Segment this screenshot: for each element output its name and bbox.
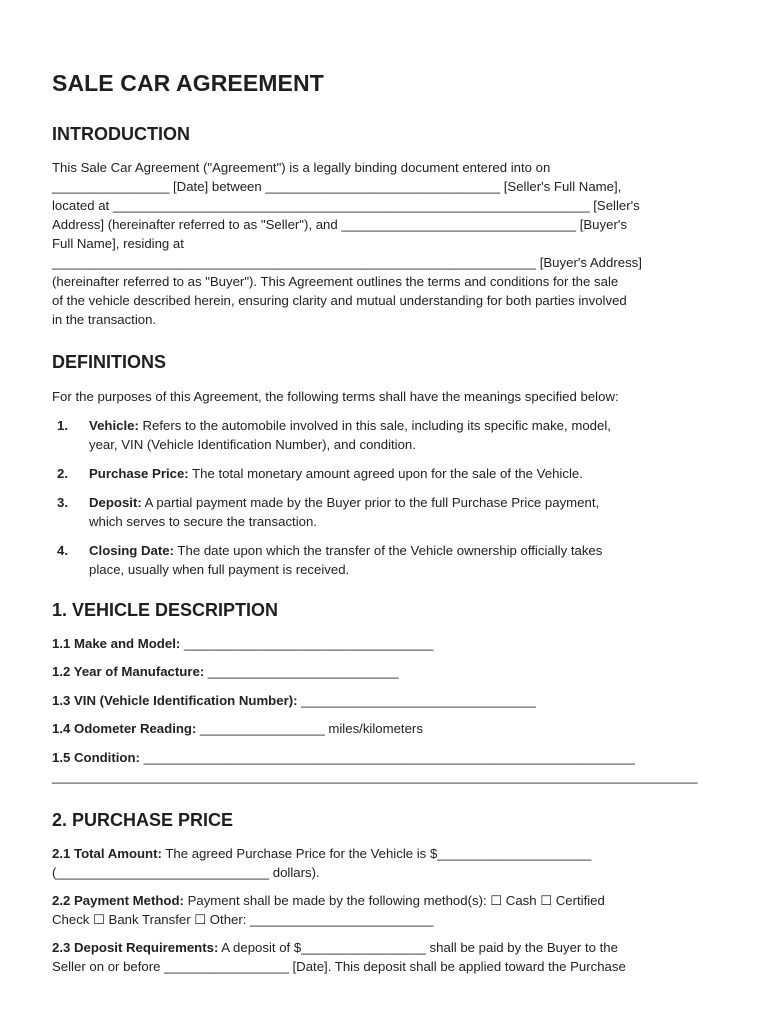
vehicle-vin-row xyxy=(52,691,720,710)
definition-text: place, usually when full payment is received. xyxy=(89,562,350,577)
vin-label: 1.3 VIN (Vehicle Identification Number): xyxy=(52,693,298,708)
odometer-field: _________________ miles/kilometers xyxy=(196,721,423,736)
definition-text: A partial payment made by the Buyer prior to the full Purchase Price payment, xyxy=(141,495,600,510)
intro-line: Address] (hereinafter referred to as "Seller"), and ________________________________ [Buyer's xyxy=(52,217,627,232)
definition-term: Deposit: xyxy=(89,495,142,510)
vehicle-condition-row xyxy=(52,748,720,786)
introduction-section xyxy=(52,124,720,145)
intro-line: located at _________________________________________________________________ [Seller's xyxy=(52,198,640,213)
definition-number: 2. xyxy=(57,466,68,481)
definition-item xyxy=(52,541,720,579)
definition-number: 1. xyxy=(57,418,68,433)
definition-item xyxy=(52,493,720,531)
total-amount-text: The agreed Purchase Price for the Vehicle is $_____________________ xyxy=(161,846,592,861)
definition-number: 4. xyxy=(57,543,68,558)
condition-label: 1.5 Condition: xyxy=(52,750,140,765)
year-field: __________________________ xyxy=(204,664,399,679)
price-heading: 2. PURCHASE PRICE xyxy=(52,810,234,830)
condition-field-line2: ________________________________________________________________________________________ xyxy=(52,769,698,784)
make-field: __________________________________ xyxy=(180,636,434,651)
payment-method-label: 2.2 Payment Method: xyxy=(52,893,184,908)
price-section xyxy=(52,810,720,831)
make-label: 1.1 Make and Model: xyxy=(52,636,181,651)
definition-term: Vehicle: xyxy=(89,418,139,433)
definitions-list xyxy=(52,416,720,579)
total-amount-block xyxy=(52,844,720,882)
definition-term: Purchase Price: xyxy=(89,466,189,481)
vehicle-make-row xyxy=(52,634,720,653)
deposit-block xyxy=(52,938,720,976)
deposit-label: 2.3 Deposit Requirements: xyxy=(52,940,219,955)
document-title: SALE CAR AGREEMENT xyxy=(52,70,324,96)
payment-method-block xyxy=(52,891,720,929)
definition-item xyxy=(52,416,720,454)
definition-text: Refers to the automobile involved in this sale, including its specific make, model, xyxy=(138,418,611,433)
definition-text: which serves to secure the transaction. xyxy=(89,514,317,529)
total-amount-label: 2.1 Total Amount: xyxy=(52,846,162,861)
year-label: 1.2 Year of Manufacture: xyxy=(52,664,205,679)
odometer-label: 1.4 Odometer Reading: xyxy=(52,721,197,736)
vin-field: ________________________________ xyxy=(297,693,536,708)
payment-method-text: Payment shall be made by the following method(s): ☐ Cash ☐ Certified xyxy=(183,893,605,908)
payment-method-text-line2: Check ☐ Bank Transfer ☐ Other: _________________________ xyxy=(52,912,434,927)
definitions-lead-text: For the purposes of this Agreement, the following terms shall have the meanings specified below: xyxy=(52,389,619,404)
deposit-text-line2: Seller on or before _________________ [Date]. This deposit shall be applied toward the Purchase xyxy=(52,959,626,974)
definition-text: The total monetary amount agreed upon for the sale of the Vehicle. xyxy=(188,466,583,481)
introduction-body xyxy=(52,158,720,329)
vehicle-section xyxy=(52,600,720,621)
intro-line: in the transaction. xyxy=(52,312,157,327)
definition-text: The date upon which the transfer of the Vehicle ownership officially takes xyxy=(174,543,603,558)
definitions-lead xyxy=(52,387,720,406)
definition-term: Closing Date: xyxy=(89,543,174,558)
definition-item xyxy=(52,464,720,483)
vehicle-heading: 1. VEHICLE DESCRIPTION xyxy=(52,600,279,620)
condition-field: ___________________________________________________________________ xyxy=(139,750,635,765)
total-amount-text-line2: (_____________________________ dollars). xyxy=(52,865,320,880)
definition-text: year, VIN (Vehicle Identification Number), and condition. xyxy=(89,437,416,452)
definitions-section xyxy=(52,352,720,373)
definitions-heading: DEFINITIONS xyxy=(52,352,167,372)
deposit-text: A deposit of $_________________ shall be paid by the Buyer to the xyxy=(218,940,618,955)
vehicle-odometer-row xyxy=(52,719,720,738)
intro-line: Full Name], residing at xyxy=(52,236,184,251)
vehicle-year-row xyxy=(52,662,720,681)
intro-line: of the vehicle described herein, ensuring clarity and mutual understanding for both parties involved xyxy=(52,293,627,308)
intro-line: This Sale Car Agreement ("Agreement") is a legally binding document entered into on xyxy=(52,160,551,175)
intro-line: __________________________________________________________________ [Buyer's Address] xyxy=(52,255,642,270)
introduction-heading: INTRODUCTION xyxy=(52,124,190,144)
definition-number: 3. xyxy=(57,495,68,510)
intro-line: ________________ [Date] between ________________________________ [Seller's Full Name], xyxy=(52,179,622,194)
intro-line: (hereinafter referred to as "Buyer"). This Agreement outlines the terms and conditions for the sale xyxy=(52,274,619,289)
